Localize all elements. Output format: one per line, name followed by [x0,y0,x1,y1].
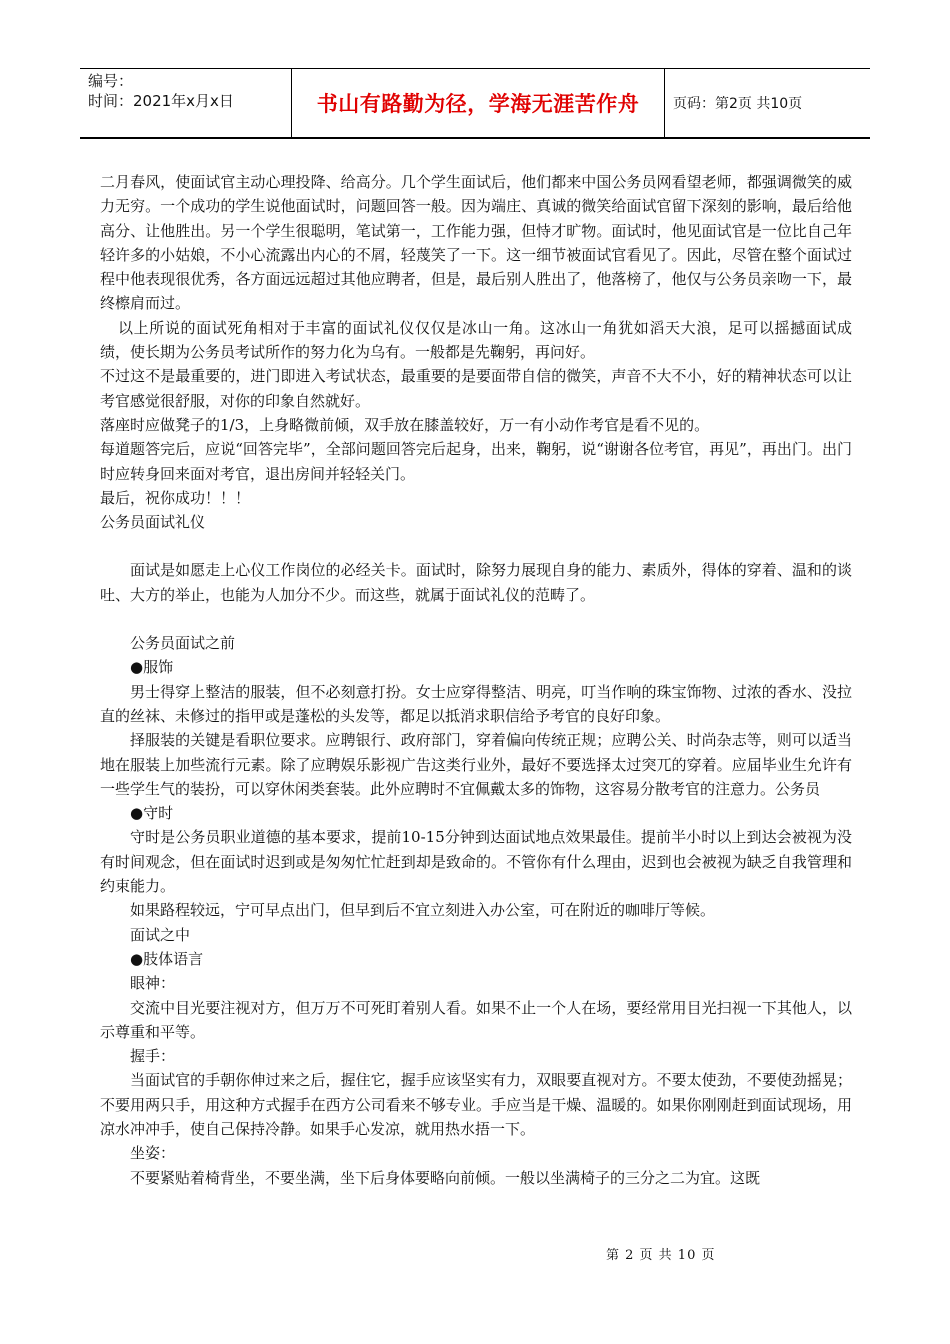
header-motto-cell [292,69,665,137]
motto: 书山有路勤为径，学海无涯苦作舟 [316,92,640,116]
paragraph: 交流中目光要注视对方，但万万不可死盯着别人看。如果不止一个人在场，要经常用目光扫视一下其他人，以示尊重和平等。 [100,998,852,1041]
time-label: 时间：2021年x月x日 [88,92,234,110]
header-table [80,68,870,139]
paragraph: 落座时应做凳子的1/3，上身略微前倾，双手放在膝盖较好，万一有小动作考官是看不见的。 [100,415,710,434]
label: 眼神： [130,974,176,993]
paragraph: 最后，祝你成功！！！ [100,488,251,507]
paragraph: 二月春风，使面试官主动心理投降、给高分。几个学生面试后，他们都来中国公务员网看望老师，都强调微笑的威力无穷。一个成功的学生说他面试时，问题回答一般。因为端庄、真诚的微笑给面试官留下深刻的影响，最后给他高分、让他胜出。另一个学生很聪明，笔试第一，工作能力强，但恃才旷物。面试时，他见面试官是一位比自己年轻许多的小姑娘，不小心流露出内心的不屑，轻蔑笑了一下。这一细节被面试官看见了。因此，尽管在整个面试过程中他表现很优秀，各方面远远超过其他应聘者，但是，最后别人胜出了，他落榜了，他仅与公务员亲吻一下，最终檫肩而过。 [100,173,852,313]
paragraph: 以上所说的面试死角相对于丰富的面试礼仪仅仅是冰山一角。这冰山一角犹如滔天大浪，足可以摇撼面试成绩，使长期为公务员考试所作的努力化为乌有。一般都是先鞠躬，再问好。 [100,318,852,362]
label: 握手： [130,1047,176,1066]
document-body [100,170,852,1190]
page-info: 页码：第2页 共10页 [673,96,803,112]
header-meta [80,69,292,137]
paragraph: 不要紧贴着椅背坐，不要坐满，坐下后身体要略向前倾。一般以坐满椅子的三分之二为宜。这既 [130,1168,761,1187]
paragraph: 面试是如愿走上心仪工作岗位的必经关卡。面试时，除努力展现自身的能力、素质外，得体的穿着、温和的谈吐、大方的举止，也能为人加分不少。而这些，就属于面试礼仪的范畴了。 [100,561,852,604]
bullet-heading: ●服饰 [130,658,174,677]
bullet-heading: ●肢体语言 [130,949,204,968]
paragraph: 男士得穿上整洁的服装，但不必刻意打扮。女士应穿得整洁、明亮，叮当作响的珠宝饰物、过浓的香水、没拉直的丝袜、未修过的指甲或是蓬松的头发等，都足以抵消求职信给予考官的良好印象。 [100,682,852,725]
paragraph: 不过这不是最重要的，进门即进入考试状态，最重要的是要面带自信的微笑，声音不大不小，好的精神状态可以让考官感觉很舒服，对你的印象自然就好。 [100,367,852,410]
subheading: 面试之中 [130,925,191,944]
paragraph: 当面试官的手朝你伸过来之后，握住它，握手应该坚实有力，双眼要直视对方。不要太使劲，不要使劲摇晃；不要用两只手，用这种方式握手在西方公司看来不够专业。手应当是干燥、温暖的。如果你刚刚赶到面试现场，用凉水冲冲手，使自己保持冷静。如果手心发凉，就用热水捂一下。 [100,1071,852,1138]
section-title: 公务员面试礼仪 [100,513,206,532]
label: 坐姿： [130,1144,176,1163]
page-footer: 第 2 页 共 10 页 [606,1248,716,1263]
paragraph: 每道题答完后，应说“回答完毕”，全部问题回答完后起身，出来，鞠躬，说“谢谢各位考官，再见”，再出门。出门时应转身回来面对考官，退出房间并轻轻关门。 [100,440,852,483]
paragraph: 守时是公务员职业道德的基本要求，提前10-15分钟到达面试地点效果最佳。提前半小时以上到达会被视为没有时间观念，但在面试时迟到或是匆匆忙忙赶到却是致命的。不管你有什么理由，迟到也会被视为缺乏自我管理和约束能力。 [100,828,852,896]
number-label: 编号： [88,72,134,90]
bullet-heading: ●守时 [130,804,174,823]
paragraph: 如果路程较远，宁可早点出门，但早到后不宜立刻进入办公室，可在附近的咖啡厅等候。 [130,901,716,920]
subheading: 公务员面试之前 [130,634,236,653]
paragraph: 择服装的关键是看职位要求。应聘银行、政府部门，穿着偏向传统正规；应聘公关、时尚杂志等，则可以适当地在服装上加些流行元素。除了应聘娱乐影视广告这类行业外，最好不要选择太过突兀的穿着。应届毕业生允许有一些学生气的装扮，可以穿休闲类套装。此外应聘时不宜佩戴太多的饰物，这容易分散考官的注意力。公务员 [100,731,852,798]
